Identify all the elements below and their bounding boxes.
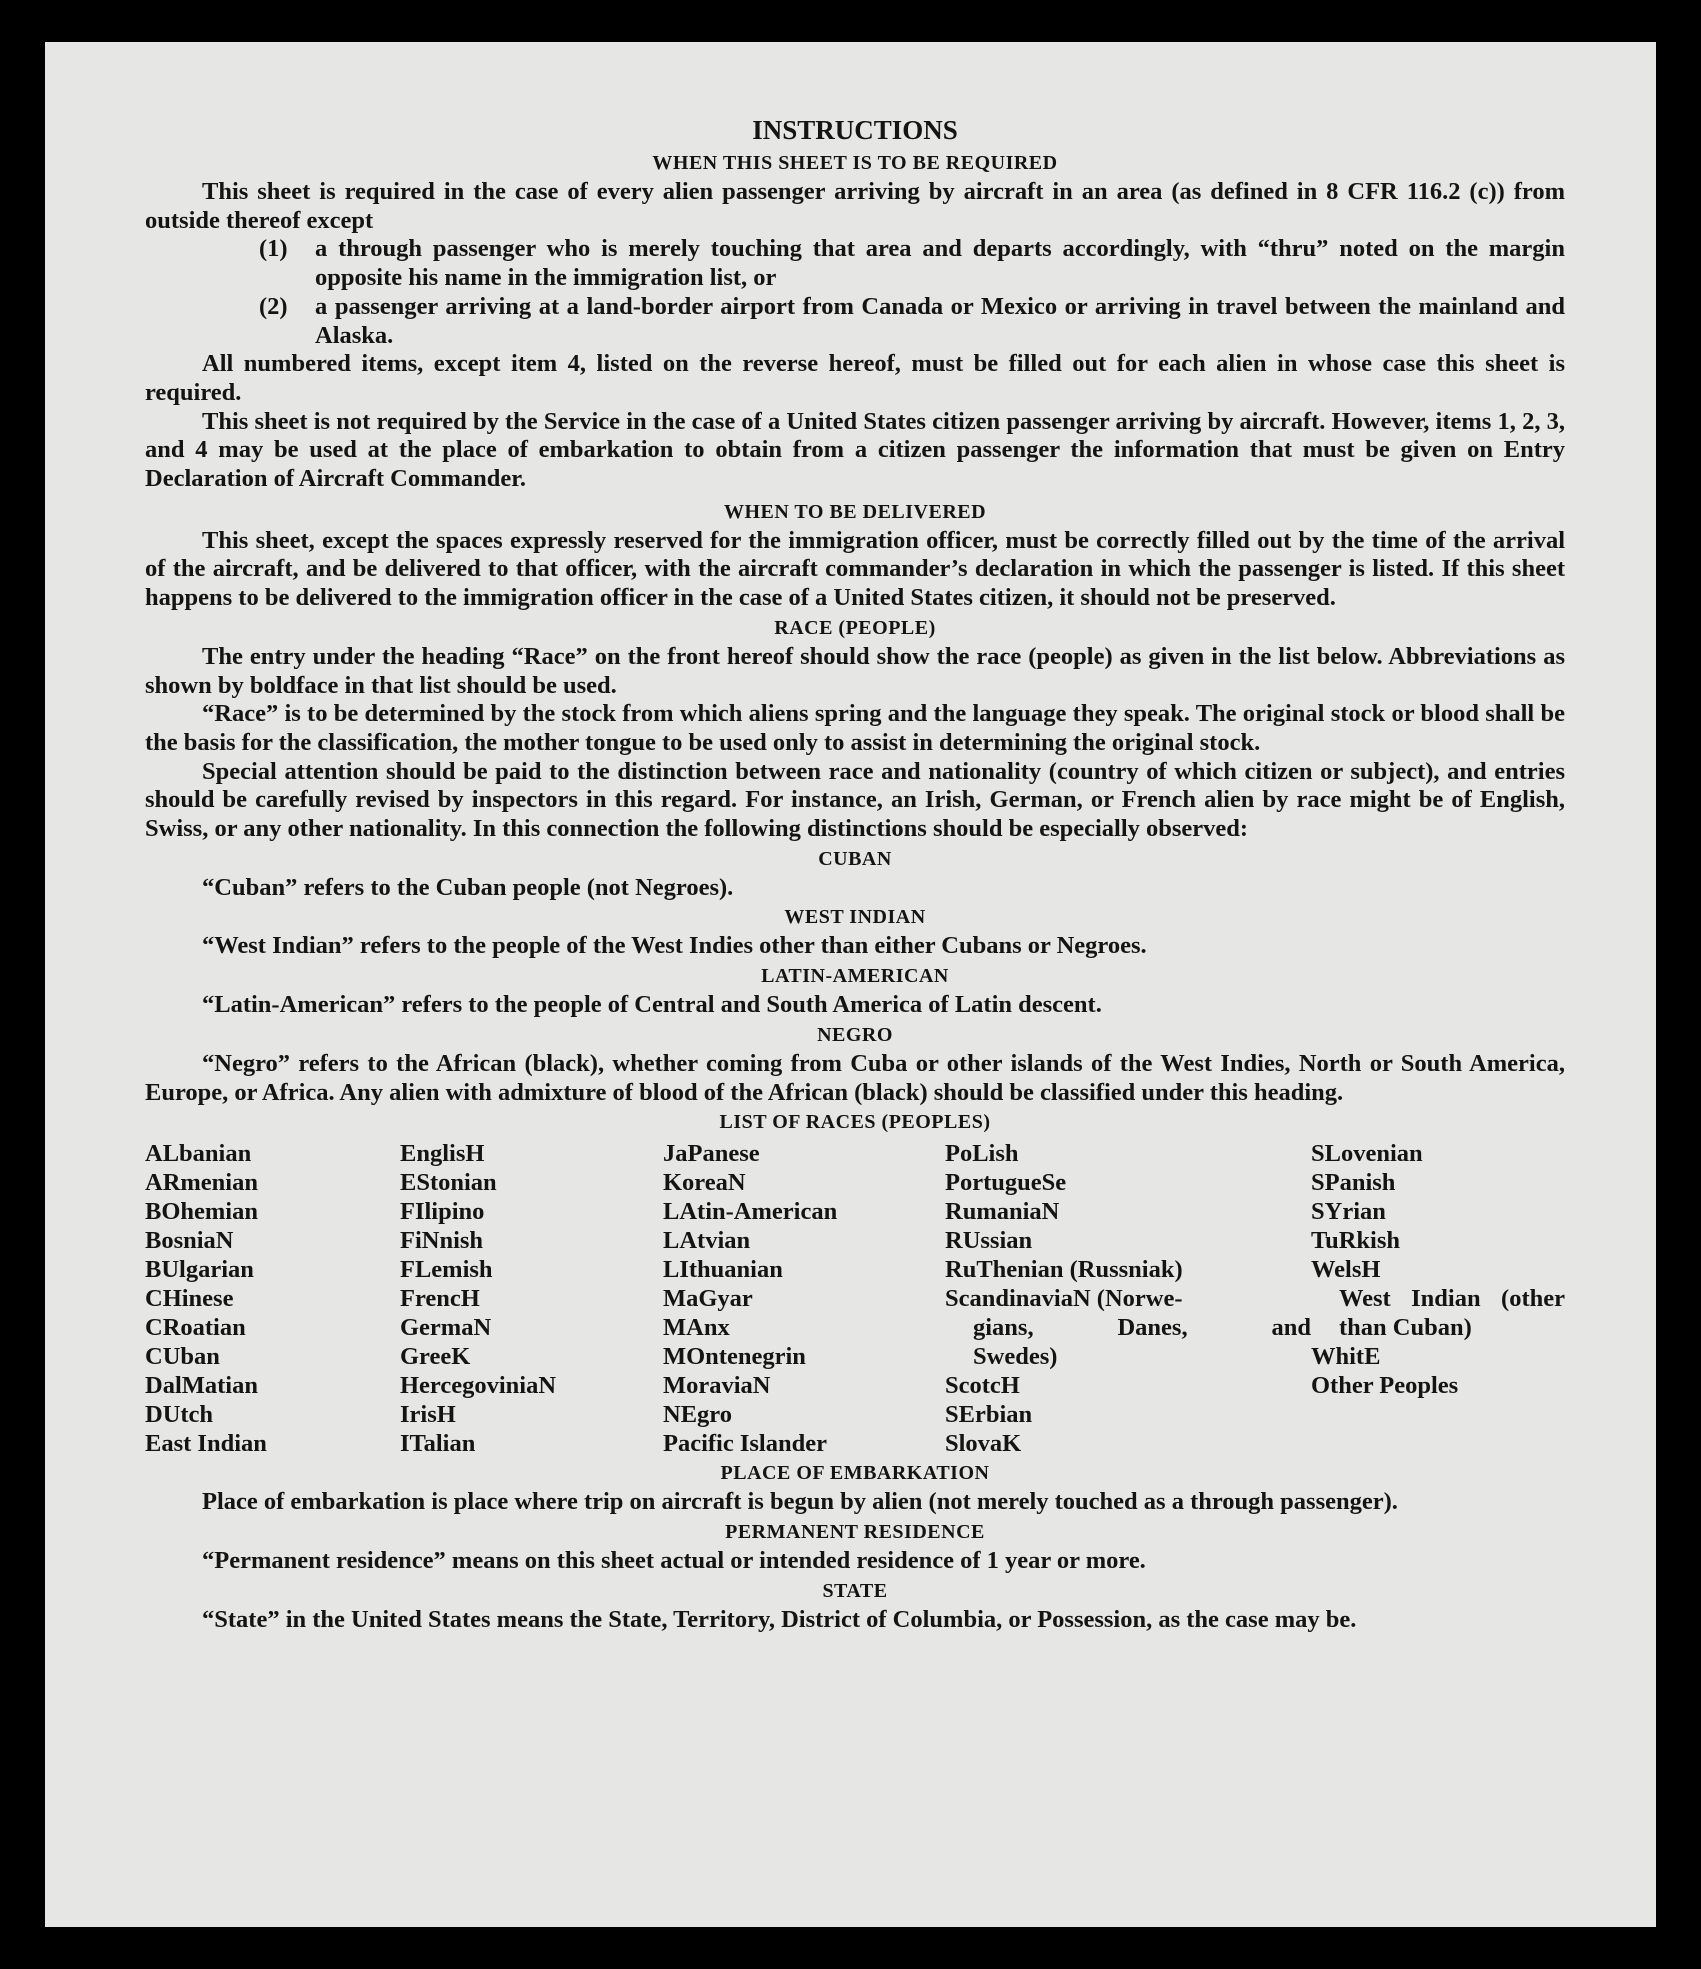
- section-heading-delivered: WHEN TO BE DELIVERED: [723, 500, 987, 523]
- race-entry: ARmenian: [145, 1169, 258, 1197]
- paragraph: The entry under the heading “Race” on the front hereof should show the race (people) as given in the list below. Abbreviations as shown by boldface in that list should be used.: [145, 642, 1565, 699]
- paragraph: Place of embarkation is place where trip on aircraft is begun by alien (not merely touched as a through passenger).: [202, 1488, 1398, 1516]
- race-entry: DUtch: [145, 1401, 214, 1429]
- race-word: Indian: [1411, 1285, 1481, 1313]
- race-entry: Swedes): [973, 1343, 1058, 1371]
- race-word: gians,: [973, 1314, 1034, 1342]
- race-entry: DalMatian: [145, 1372, 258, 1400]
- race-word: West: [1339, 1285, 1391, 1313]
- document-sheet: [45, 42, 1656, 1927]
- race-entry: Pacific Islander: [663, 1430, 827, 1458]
- race-entry: LAtvian: [663, 1227, 751, 1255]
- race-entry: KoreaN: [663, 1169, 746, 1197]
- race-entry: PoLish: [945, 1140, 1019, 1168]
- item-number: (2): [259, 292, 288, 320]
- race-entry: MoraviaN: [663, 1372, 771, 1400]
- item-text: a passenger arriving at a land-border airport from Canada or Mexico or arriving in travel between the mainland and Alaska.: [315, 292, 1565, 349]
- race-entry: MaGyar: [663, 1285, 753, 1313]
- section-heading-embarkation: PLACE OF EMBARKATION: [720, 1462, 990, 1485]
- race-entry: ALbanian: [145, 1140, 252, 1168]
- race-entry: CRoatian: [145, 1314, 246, 1342]
- page-title: INSTRUCTIONS: [752, 115, 958, 145]
- section-heading-state: STATE: [822, 1579, 888, 1602]
- race-entry-continuation: [1311, 1284, 1565, 1313]
- list-item: [259, 235, 1565, 292]
- race-word: and: [1271, 1314, 1311, 1342]
- race-entry: LAtin-American: [663, 1198, 838, 1226]
- races-list: [145, 1139, 1565, 1458]
- race-entry: RumaniaN: [945, 1198, 1060, 1226]
- race-entry: WelsH: [1311, 1256, 1381, 1284]
- paragraph: Special attention should be paid to the distinction between race and nationality (country of which citizen or subject), and entries should be carefully revised by inspectors in this regard. For instance, an Irish, German, or French alien by race might be of English, Swiss, or any other nationality. In this connection the following distinctions should be especially observed:: [145, 757, 1565, 843]
- race-entry: HercegoviniaN: [400, 1372, 557, 1400]
- race-entry: SPanish: [1311, 1169, 1396, 1197]
- race-entry: TuRkish: [1311, 1227, 1401, 1255]
- paragraph: This sheet is required in the case of every alien passenger arriving by aircraft in an area (as defined in 8 CFR 116.2 (c)) from outside thereof except: [145, 178, 1565, 234]
- race-entry: East Indian: [145, 1430, 267, 1458]
- race-entry: MAnx: [663, 1314, 730, 1342]
- race-entry: CHinese: [145, 1285, 234, 1313]
- race-entry: SlovaK: [945, 1430, 1022, 1458]
- races-column: [145, 1139, 400, 1458]
- race-word: (other: [1501, 1285, 1565, 1313]
- item-text: a through passenger who is merely touching that area and departs accordingly, with “thru” noted on the margin opposite his name in the immigration list, or: [315, 235, 1565, 292]
- race-entry: NEgro: [663, 1401, 732, 1429]
- item-number: (1): [259, 235, 288, 263]
- section-heading-latin-american: LATIN-AMERICAN: [761, 965, 949, 988]
- race-entry: EnglisH: [400, 1140, 485, 1168]
- paragraph: All numbered items, except item 4, listed on the reverse hereof, must be filled out for each alien in whose case this sheet is required.: [145, 350, 1565, 406]
- race-entry: than Cuban): [1339, 1314, 1472, 1342]
- races-column: [1311, 1139, 1565, 1458]
- paragraph: “Permanent residence” means on this sheet actual or intended residence of 1 year or more.: [202, 1546, 1146, 1574]
- race-entry: GermaN: [400, 1314, 492, 1342]
- races-column: [945, 1139, 1311, 1458]
- section-heading-required: WHEN THIS SHEET IS TO BE REQUIRED: [652, 152, 1058, 174]
- race-entry: BosniaN: [145, 1227, 234, 1255]
- race-entry: CUban: [145, 1343, 220, 1371]
- race-entry: FLemish: [400, 1256, 493, 1284]
- race-entry: SYrian: [1311, 1198, 1386, 1226]
- paragraph: “West Indian” refers to the people of the West Indies other than either Cubans or Negroes.: [202, 932, 1147, 960]
- race-entry: FIlipino: [400, 1198, 485, 1226]
- race-entry: BUlgarian: [145, 1256, 254, 1284]
- section-heading-race: RACE (PEOPLE): [774, 616, 936, 639]
- race-entry: ScotcH: [945, 1372, 1020, 1400]
- paragraph: This sheet is not required by the Service in the case of a United States citizen passenger arriving by aircraft. However, items 1, 2, 3, and 4 may be used at the place of embarkation to obtain from a citizen passenger the information that must be given on Entry Declaration of Aircraft Commander.: [145, 407, 1565, 493]
- race-entry: ScandinaviaN (Norwe-: [945, 1285, 1183, 1313]
- section-heading-negro: NEGRO: [817, 1023, 893, 1046]
- paragraph: This sheet, except the spaces expressly reserved for the immigration officer, must be correctly filled out by the time of the arrival of the aircraft, and be delivered to that officer, with the aircraft commander’s declaration in which the passenger is listed. If this sheet happens to be delivered to the immigration officer in the case of a United States citizen, it should not be preserved.: [145, 526, 1565, 612]
- section-heading-west-indian: WEST INDIAN: [784, 906, 926, 929]
- race-entry: RUssian: [945, 1227, 1033, 1255]
- paragraph: “State” in the United States means the State, Territory, District of Columbia, or Possession, as the case may be.: [202, 1605, 1357, 1633]
- race-entry: LIthuanian: [663, 1256, 783, 1284]
- race-word: Danes,: [1117, 1314, 1188, 1342]
- section-heading-list-of-races: LIST OF RACES (PEOPLES): [719, 1111, 991, 1134]
- race-entry: FiNnish: [400, 1227, 484, 1255]
- race-entry: EStonian: [400, 1169, 497, 1197]
- race-entry: RuThenian (Russniak): [945, 1256, 1183, 1284]
- race-entry: MOntenegrin: [663, 1343, 806, 1371]
- section-heading-cuban: CUBAN: [818, 847, 892, 870]
- race-entry: SLovenian: [1311, 1140, 1423, 1168]
- race-entry: SErbian: [945, 1401, 1033, 1429]
- paragraph: “Negro” refers to the African (black), whether coming from Cuba or other islands of the West Indies, North or South America, Europe, or Africa. Any alien with admixture of blood of the African (black) should be classified under this heading.: [145, 1049, 1565, 1106]
- paragraph: “Cuban” refers to the Cuban people (not Negroes).: [202, 873, 734, 901]
- paragraph: “Race” is to be determined by the stock from which aliens spring and the language they speak. The original stock or blood shall be the basis for the classification, the mother tongue to be used only to assist in determining the original stock.: [145, 700, 1565, 756]
- races-column: [663, 1139, 945, 1458]
- race-entry: GreeK: [400, 1343, 471, 1371]
- race-entry: FrencH: [400, 1285, 480, 1313]
- race-entry: WhitE: [1311, 1343, 1381, 1371]
- race-entry: ITalian: [400, 1430, 476, 1458]
- race-entry: Other Peoples: [1311, 1372, 1459, 1400]
- list-item: [259, 293, 1565, 350]
- paragraph: “Latin-American” refers to the people of Central and South America of Latin descent.: [202, 991, 1102, 1019]
- race-entry: JaPanese: [663, 1140, 760, 1168]
- race-entry-continuation: [945, 1313, 1311, 1342]
- instructions-content: [145, 112, 1565, 1634]
- race-entry: PortugueSe: [945, 1169, 1067, 1197]
- race-entry: IrisH: [400, 1401, 456, 1429]
- race-entry: BOhemian: [145, 1198, 258, 1226]
- section-heading-residence: PERMANENT RESIDENCE: [725, 1520, 985, 1543]
- races-column: [400, 1139, 663, 1458]
